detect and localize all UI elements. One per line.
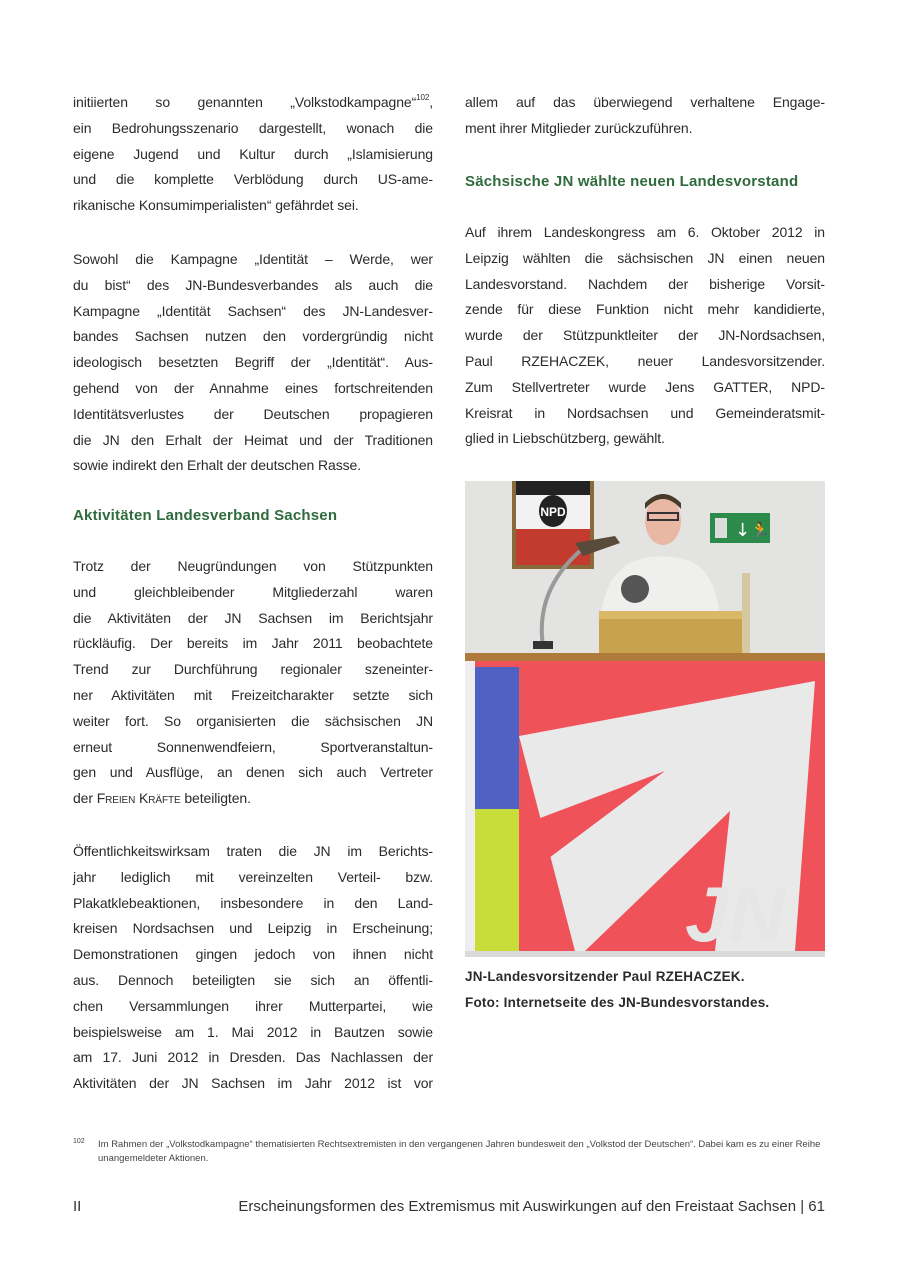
paragraph-oeffentlichkeit (73, 839, 433, 1097)
text-span: beteiligten. (180, 790, 251, 807)
photo-credit-line: Foto: Internetseite des JN-Bundesvorstandes. (465, 995, 770, 1010)
text-line: die Aktivitäten der JN Sachsen im Berichtsjahr (73, 609, 433, 626)
footnote (73, 1138, 853, 1166)
text-line: allem auf das überwiegend verhaltene Engage- (465, 94, 825, 110)
text-line: und gleichbleibender Mitgliederzahl waren (73, 583, 433, 600)
text-line: Trend zur Durchführung regionaler szeneinter- (73, 661, 433, 678)
text-line: Paul RZEHACZEK, neuer Landesvorsitzender. (465, 352, 825, 369)
paragraph-volkstod (73, 90, 433, 219)
text-line: gen und Ausflüge, an denen sich auch Vertreter (73, 764, 433, 781)
footer-section-number: II (73, 1198, 82, 1215)
text-line: rückläufig. Der bereits im Jahr 2011 beobachtete (73, 635, 433, 652)
text-line: bandes Sachsen nutzen den vordergründig nicht (73, 328, 433, 345)
photo-speaker-at-lectern (465, 481, 825, 957)
paragraph-landesvorstand (465, 220, 825, 452)
text-line: ment ihrer Mitglieder zurückzuführen. (465, 119, 693, 136)
footnote-ref[interactable]: 102 (416, 93, 430, 102)
footer-running-title: Erscheinungsformen des Extremismus mit Auswirkungen auf den Freistaat Sachsen | 61 (238, 1198, 825, 1215)
text-line: sowie indirekt den Erhalt der deutschen Rasse. (73, 457, 362, 474)
paragraph-aktivitaeten (73, 554, 433, 812)
section-heading: Sächsische JN wählte neuen Landesvorstand (465, 173, 799, 190)
text-line: Kreisrat in Nordsachsen und Gemeinderatsmit- (465, 404, 825, 421)
text-line: am 17. Juni 2012 in Dresden. Das Nachlassen der (73, 1049, 433, 1066)
text-line: rikanische Konsumimperialisten“ gefährdet sei. (73, 197, 359, 214)
text-line: glied in Liebschützberg, gewählt. (465, 430, 665, 447)
text-span: der (73, 790, 97, 807)
text-line: kreisen Nordsachsen und Leipzig in Erscheinung; (73, 920, 433, 937)
text-line: ideologisch besetzten Begriff der „Identität“. Aus- (73, 354, 433, 371)
text-line (73, 786, 433, 812)
text-line: Plakatklebeaktionen, insbesondere in den Land- (73, 894, 433, 911)
exit-sign-icon (710, 513, 770, 543)
footnote-number: 102 (73, 1138, 85, 1145)
text-line: erneut Sonnenwendfeiern, Sportveranstaltun- (73, 738, 433, 755)
text-line: Aktivitäten der JN Sachsen im Jahr 2012 ist vor (73, 1075, 433, 1092)
npd-logo-text: NPD (540, 505, 566, 519)
text-line: ein Bedrohungsszenario dargestellt, wonach die (73, 119, 433, 136)
text-line: und die komplette Verblödung durch US-ame- (73, 171, 433, 188)
text-line: ner Aktivitäten mit Freizeitcharakter setzte sich (73, 686, 433, 703)
text-line: wurde der Stützpunktleiter der JN-Nordsachsen, (465, 327, 825, 344)
text-line: Auf ihrem Landeskongress am 6. Oktober 2012 in (465, 224, 825, 240)
footnote-text: Im Rahmen der „Volkstodkampagne“ thematisierten Rechtsextremisten in den vergangenen Jahren bundesweit den „Volkstod der Deutschen“. Dabei kam es zu einer Reihe unangemeldeter Aktionen. (98, 1139, 821, 1164)
text-line: jahr lediglich mit vereinzelten Verteil- bzw. (73, 868, 433, 885)
photo-illustration (465, 481, 825, 957)
text-span: , (429, 94, 433, 110)
text-line: Leipzig wählten die sächsischen JN einen neuen (465, 249, 825, 266)
svg-text:↓: ↓ (735, 520, 751, 541)
text-line: eigene Jugend und Kultur durch „Islamisierung (73, 145, 433, 162)
jn-flag (465, 661, 825, 957)
text-line: du bist“ des JN-Bundesverbandes als auch die (73, 276, 433, 293)
text-line: Landesvorstand. Nachdem der bisherige Vorsit- (465, 275, 825, 292)
npd-sign (512, 481, 594, 569)
text-line: Sowohl die Kampagne „Identität – Werde, wer (73, 251, 433, 267)
text-line: die JN den Erhalt der Heimat und der Traditionen (73, 431, 433, 448)
svg-text:🏃: 🏃 (750, 521, 770, 540)
photo-caption-line: JN-Landesvorsitzender Paul RZEHACZEK. (465, 969, 745, 984)
text-line: beispielsweise am 1. Mai 2012 in Bautzen sowie (73, 1023, 433, 1040)
text-line: Öffentlichkeitswirksam traten die JN im Berichts- (73, 843, 433, 859)
text-line: gehend von der Annahme eines fortschreitenden (73, 379, 433, 396)
text-line: aus. Dennoch beteiligten sie sich an öffentli- (73, 971, 433, 988)
text-line: Kampagne „Identität Sachsen“ des JN-Landesver- (73, 302, 433, 319)
section-heading: Aktivitäten Landesverband Sachsen (73, 507, 338, 524)
text-line: Demonstrationen gingen jedoch von ihnen nicht (73, 946, 433, 963)
paragraph-continuation (465, 90, 825, 142)
text-line: Identitätsverlustes der Deutschen propagieren (73, 405, 433, 422)
text-line: weiter fort. So organisierten die sächsischen JN (73, 712, 433, 729)
text-span: initiierten so genannten „Volkstodkampagne“ (73, 94, 417, 110)
text-line: chen Versammlungen ihrer Mutterpartei, wie (73, 997, 433, 1014)
text-line: Zum Stellvertreter wurde Jens GATTER, NPD- (465, 378, 825, 395)
text-line (73, 90, 433, 116)
text-line: zende für diese Funktion nicht mehr kandidierte, (465, 301, 825, 318)
small-caps-term: Freien Kräfte (96, 790, 181, 807)
jn-flag-text: JN (685, 870, 785, 957)
paragraph-identitaet (73, 247, 433, 479)
text-line: Trotz der Neugründungen von Stützpunkten (73, 558, 433, 574)
